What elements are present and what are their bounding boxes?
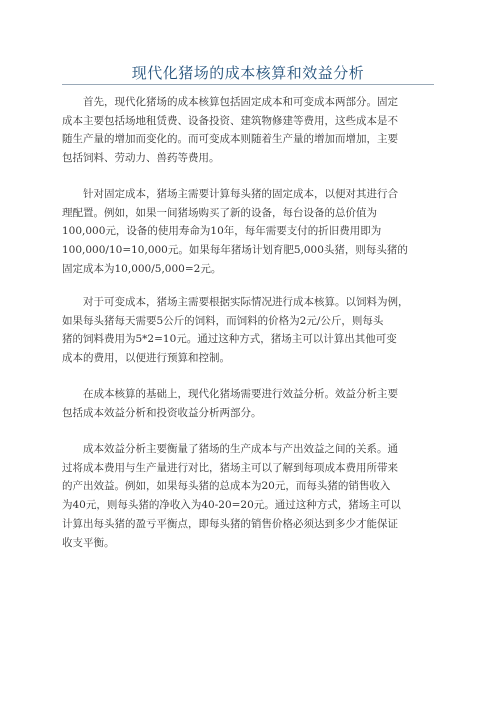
paragraph-line: 首先，现代化猪场的成本核算包括固定成本和可变成本两部分。固定 (83, 96, 398, 108)
paragraph-line: 猪的饲料费用为5*2=10元。通过这种方式，猪场主可以计算出其他可变 (62, 333, 397, 346)
paragraph-line: 对于可变成本，猪场主需要根据实际情况进行成本核算。以饲料为例， (83, 296, 409, 308)
paragraph-5 (62, 440, 442, 552)
document-title: 现代化猪场的成本核算和效益分析 (131, 64, 365, 82)
paragraph-line: 计算出每头猪的盈亏平衡点，即每头猪的销售价格必须达到多少才能保证 (62, 517, 398, 530)
paragraph-line: 如果每头猪每天需要5公斤的饲料，而饲料的价格为2元/公斤，则每头 (62, 314, 384, 327)
title-divider (62, 84, 434, 85)
paragraph-line: 100,000/10=10,000元。如果每年猪场计划育肥5,000头猪，则每头猪的 (62, 244, 408, 257)
paragraph-line: 包括饲料、劳动力、兽药等费用。 (62, 152, 220, 165)
paragraph-4 (62, 385, 442, 422)
paragraph-2 (62, 185, 442, 279)
paragraph-line: 收支平衡。 (62, 536, 115, 549)
paragraph-line: 成本的费用，以便进行预算和控制。 (62, 352, 230, 365)
paragraph-3 (62, 293, 442, 368)
paragraph-1 (62, 93, 442, 168)
paragraph-line: 固定成本为10,000/5,000=2元。 (62, 262, 222, 275)
paragraph-line: 为40元，则每头猪的净收入为40-20=20元。通过这种方式，猪场主可以 (62, 499, 401, 512)
paragraph-line: 包括成本效益分析和投资收益分析两部分。 (62, 406, 262, 419)
paragraph-line: 100,000元，设备的使用寿命为10年，每年需要支付的折旧费用即为 (62, 225, 382, 238)
paragraph-line: 在成本核算的基础上，现代化猪场需要进行效益分析。效益分析主要 (83, 388, 398, 400)
paragraph-line: 理配置。例如，如果一间猪场购买了新的设备，每台设备的总价值为 (62, 206, 377, 219)
paragraph-line: 成本主要包括场地租赁费、设备投资、建筑物修建等费用，这些成本是不 (62, 114, 398, 127)
paragraph-line: 随生产量的增加而变化的。而可变成本则随着生产量的增加而增加，主要 (62, 133, 398, 146)
paragraph-line: 的产出效益。例如，如果每头猪的总成本为20元，而每头猪的销售收入 (62, 480, 391, 493)
paragraph-line: 针对固定成本，猪场主需要计算每头猪的固定成本，以便对其进行合 (83, 188, 398, 200)
paragraph-line: 过将成本费用与生产量进行对比，猪场主可以了解到每项成本费用所带来 (62, 461, 398, 474)
paragraph-line: 成本效益分析主要衡量了猪场的生产成本与产出效益之间的关系。通 (83, 443, 398, 455)
